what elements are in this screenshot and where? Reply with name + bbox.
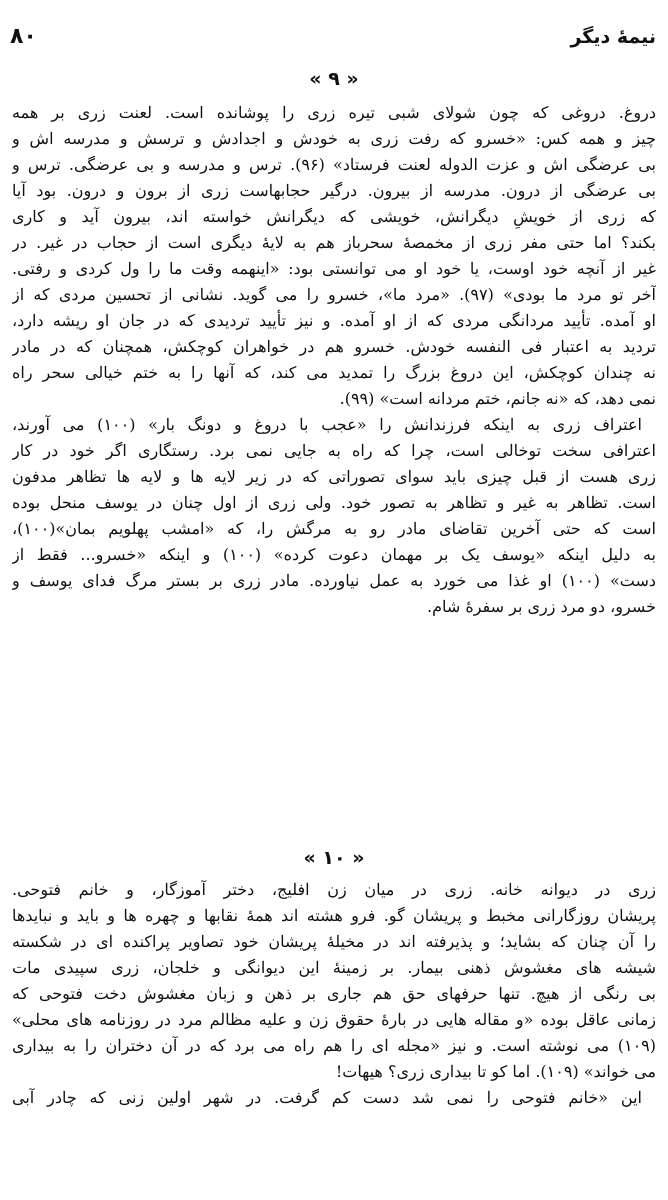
text-line: چیز و همه کس: «خسرو که رفت زری به خودش و اجدادش و ترسش و مدرسه اش و bbox=[12, 129, 656, 148]
running-title: نیمهٔ دیگر bbox=[570, 26, 656, 48]
text-line: است. تظاهر به غیر و تظاهر به تصور خود. ولی زری از اول چنان در یوسف منحل بوده bbox=[12, 493, 656, 512]
text-line: بی رنگی از هیچ. تنها حرفهای حق هم جاری بر ذهن و زبان مغشوش دخت فتوحی که bbox=[12, 984, 656, 1003]
text-line: بکند؟ اما حتی مفر زری از مخمصهٔ سحرباز هم به لایهٔ دیگری است از حجاب در غیر. در bbox=[12, 233, 656, 252]
text-line: او آمده. تأیید مردانگی مردی که از او آمده. و نیز تأیید تردیدی که در جان او ریشه دارد، bbox=[12, 311, 656, 330]
text-line: این «خانم فتوحی را نمی شد دست کم گرفت. در شهر اولین زنی که چادر آبی bbox=[12, 1088, 642, 1107]
text-line: دست» (۱۰۰) او غذا می خورد به عمل نیاورده. مادر زری بر بستر مرگ فدای یوسف و bbox=[12, 571, 656, 590]
text-line: به دلیل اینکه «یوسف یک بر مهمان دعوت کرده» (۱۰۰) و اینکه «خسرو... فقط از bbox=[12, 545, 656, 564]
text-line: آخر تو مرد ما بودی» (۹۷). «مرد ما»، خسرو را می گوید. نشانی از تحسین مردی که از bbox=[12, 285, 656, 304]
section-number-9: « ۹ » bbox=[309, 68, 359, 90]
text-line: نمی دهد، که «نه جانم، ختم مردانه است» (۹۹). bbox=[339, 389, 656, 408]
text-line: نه چندان کوچکش، این دروغ بزرگ را تمدید می کند، که آنها را به ختم خیالی سحر راه bbox=[12, 363, 656, 382]
text-line: است که حتی آخرین تقاضای مادر رو به مرگش را، که «امشب پهلویم بمان»(۱۰۰)، bbox=[12, 519, 656, 538]
text-line: خسرو، دو مرد زری بر سفرهٔ شام. bbox=[426, 597, 656, 616]
section-10-body bbox=[12, 877, 656, 1111]
page-number: ۸۰ bbox=[10, 24, 37, 49]
text-line: پریشان روزگارانی مخبط و پریشان گو. فرو هشته اند همهٔ نقابها و چهره ها و باید و نبایدها bbox=[12, 906, 656, 925]
text-line: اعتراف زری به اینکه فرزندانش را «عجب با دروغ و دونگ بار» (۱۰۰) می آورند، bbox=[12, 415, 643, 434]
text-line: که زری از خویشِ دیگرانش، خویشی که دیگرانش خواسته اند، بیرون آید و کاری bbox=[12, 207, 656, 226]
section-9-body bbox=[12, 100, 656, 620]
text-line: زمانی عاقل بوده «و مقاله هایی در بارهٔ حقوق زن و علیه مظالم مرد در روزنامه های محلی» bbox=[12, 1010, 656, 1029]
text-line: زری در دیوانه خانه. زری در میان زن افلیج، دختر آموزگار، و خانم فتوحی. bbox=[12, 880, 656, 899]
page-header bbox=[10, 24, 656, 54]
text-line: بی عرضگی از درون. مدرسه از بیرون. درگیر حجابهاست زری از برون و درون. بود آیا bbox=[12, 181, 656, 200]
text-line: زری هست از قبل چیزی باید سوای تصوراتی که در زیر لایه ها و لایه ها تظاهر مدفون bbox=[12, 467, 656, 486]
text-line: (۱۰۹) می نوشته است. و نیز «مجله ای را هم راه می برد که در آن دختران را به بیداری bbox=[12, 1036, 656, 1055]
text-line: غیر از آنچه خود اوست، یا خود او می توانستی بود: «اینهمه وقت ما را ول کردی و رفتی. bbox=[12, 259, 656, 278]
text-line: می خواند» (۱۰۹). اما کو تا بیداری زری؟ هیهات! bbox=[335, 1062, 656, 1081]
text-line: تردید به اعتبار فی النفسه خودش. خسرو هم در خواهران کوچکش، همچنان که در مادر bbox=[12, 337, 656, 356]
text-line: بی عرضگی اش و عزت الدوله لعنت فرستاد» (۹۶). ترس و مدرسه و بی عرضگی. ترس و bbox=[12, 155, 656, 174]
text-line: شیشه های مغشوش ذهنی بیمار. بر زمینهٔ این دیوانگی و خلجان، زری سپیدی مات bbox=[12, 958, 656, 977]
text-line: اعترافی سخت توخالی است، چرا که راه به جایی نمی برد. رستگاری اگر خود در کار bbox=[12, 441, 656, 460]
section-number-10: « ۱۰ » bbox=[303, 847, 365, 869]
text-line: دروغ. دروغی که چون شولای شبی تیره زری را پوشانده است. لعنت زری بر همه bbox=[12, 103, 656, 122]
text-line: را آن چنان که بشاید؛ و پذیرفته اند در مخیلهٔ پریشان خود تصاویر پراکنده ای در شکسته bbox=[12, 932, 656, 951]
